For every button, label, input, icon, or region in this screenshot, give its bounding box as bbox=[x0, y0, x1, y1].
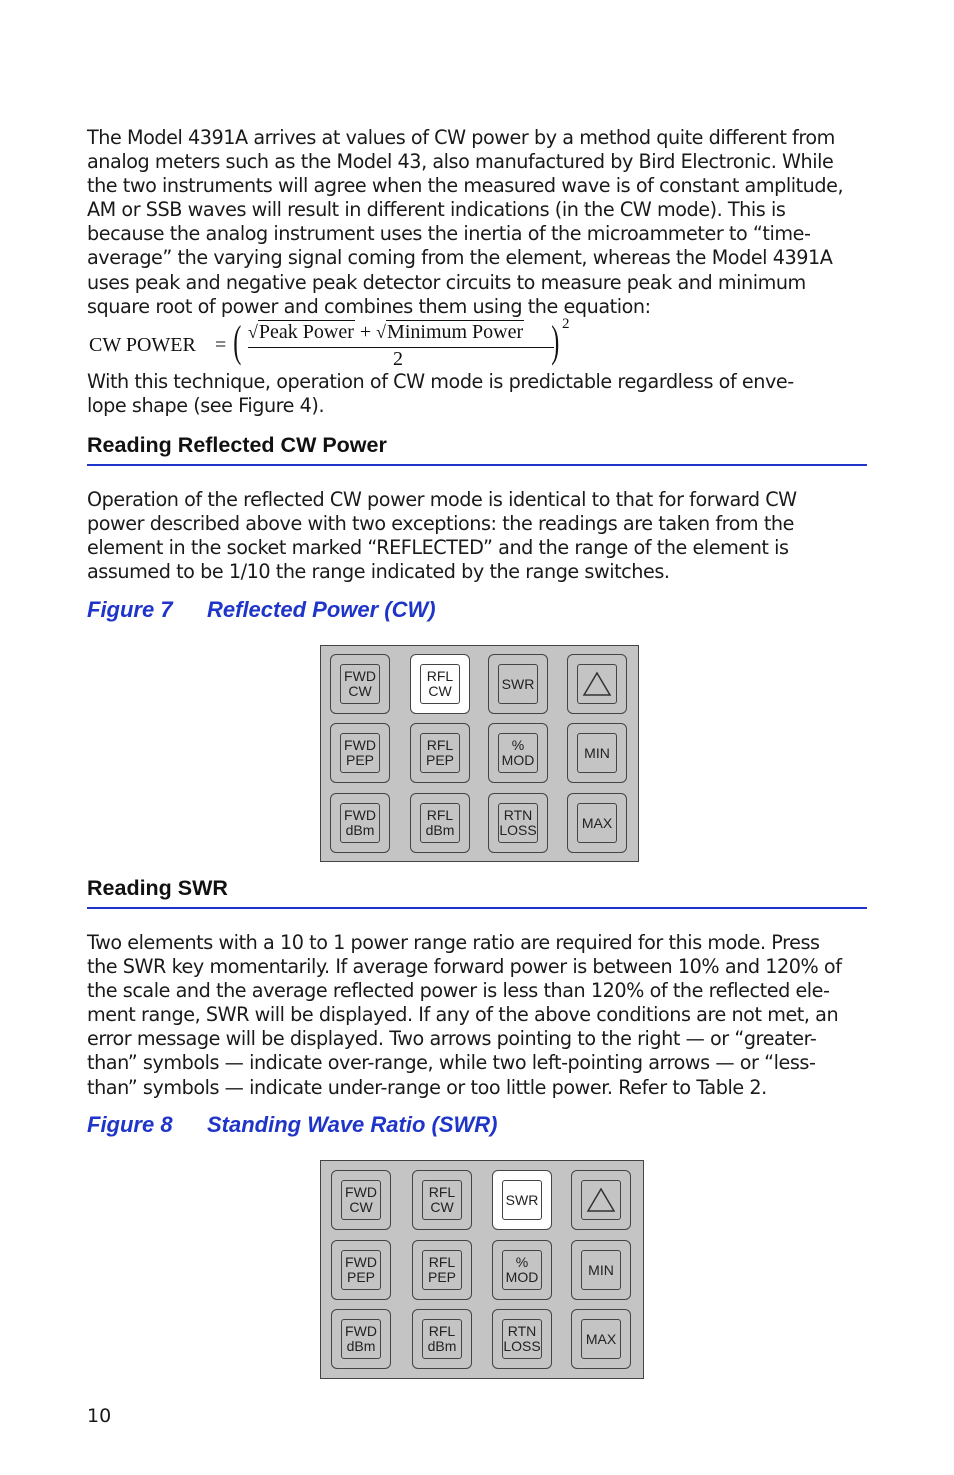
key-face bbox=[422, 1180, 462, 1220]
key-label: CW bbox=[430, 1199, 454, 1215]
text-line: uses peak and negative peak detector circuits to measure peak and minimum bbox=[87, 270, 806, 294]
fwd-cw-key[interactable] bbox=[330, 654, 390, 714]
key-label: CW bbox=[348, 683, 372, 699]
triangle-key[interactable] bbox=[567, 654, 627, 714]
key-label: PEP bbox=[345, 752, 374, 768]
key-face bbox=[422, 1319, 462, 1359]
keypad-figure-8 bbox=[320, 1160, 644, 1379]
key-face bbox=[577, 803, 617, 843]
min-key[interactable] bbox=[571, 1240, 631, 1300]
section-heading-swr: Reading SWR bbox=[87, 876, 228, 900]
keypad-figure-7 bbox=[320, 645, 639, 862]
key-face bbox=[502, 1250, 542, 1290]
key-face bbox=[577, 733, 617, 773]
figure-7-caption bbox=[87, 597, 436, 623]
key-label: RFL bbox=[426, 737, 454, 753]
text-line: assumed to be 1/10 the range indicated by the range switches. bbox=[87, 560, 670, 584]
rfl-dbm-key[interactable] bbox=[410, 793, 470, 853]
equation-denominator: 2 bbox=[393, 348, 403, 370]
equation-term-min: Minimum Power bbox=[387, 321, 524, 343]
figure-number: Figure 8 bbox=[87, 1112, 173, 1137]
rfl-pep-key[interactable] bbox=[410, 723, 470, 783]
key-label: SWR bbox=[501, 675, 535, 692]
-mod-key[interactable] bbox=[488, 723, 548, 783]
after-equation-paragraph bbox=[87, 370, 872, 418]
key-face bbox=[498, 733, 538, 773]
key-face bbox=[422, 1250, 462, 1290]
text-line: power described above with two exceptions: the readings are taken from the bbox=[87, 512, 794, 536]
fwd-dbm-key[interactable] bbox=[330, 793, 390, 853]
cw-power-equation bbox=[88, 318, 608, 374]
key-label: FWD bbox=[345, 1254, 377, 1270]
key-label: FWD bbox=[345, 1323, 377, 1339]
max-key[interactable] bbox=[567, 793, 627, 853]
swr-key[interactable] bbox=[492, 1170, 552, 1230]
key-label: MOD bbox=[501, 752, 535, 768]
key-label: CW bbox=[428, 683, 452, 699]
key-face bbox=[341, 1319, 381, 1359]
equation-term-peak: Peak Power bbox=[258, 321, 354, 343]
rtn-loss-key[interactable] bbox=[488, 793, 548, 853]
key-face bbox=[340, 733, 380, 773]
reflected-cw-paragraph bbox=[87, 488, 872, 584]
key-face bbox=[581, 1180, 621, 1220]
section-heading-reflected-cw: Reading Reflected CW Power bbox=[87, 433, 387, 457]
key-label: FWD bbox=[344, 737, 376, 753]
text-line: ment range, SWR will be displayed. If any of the above conditions are not met, an bbox=[87, 1003, 839, 1027]
key-label: MAX bbox=[581, 814, 613, 831]
key-label: RFL bbox=[428, 1254, 456, 1270]
key-face bbox=[502, 1319, 542, 1359]
key-label: SWR bbox=[505, 1191, 539, 1208]
text-line: analog meters such as the Model 43, also manufactured by Bird Electronic. While bbox=[87, 150, 834, 174]
key-face bbox=[498, 664, 538, 704]
equation-plus: + bbox=[359, 321, 372, 343]
fwd-pep-key[interactable] bbox=[330, 723, 390, 783]
equation-numerator bbox=[248, 320, 524, 344]
key-face bbox=[498, 803, 538, 843]
key-label: RFL bbox=[428, 1184, 456, 1200]
text-line: lope shape (see Figure 4). bbox=[87, 394, 325, 418]
key-face bbox=[581, 1319, 621, 1359]
key-face bbox=[420, 733, 460, 773]
key-label: LOSS bbox=[499, 822, 537, 838]
rfl-dbm-key[interactable] bbox=[412, 1309, 472, 1369]
key-label: RTN bbox=[503, 807, 533, 823]
equation-equals: = bbox=[215, 334, 227, 356]
swr-key[interactable] bbox=[488, 654, 548, 714]
key-label: dBm bbox=[425, 822, 455, 838]
text-line: error message will be displayed. Two arrows pointing to the right — or “greater- bbox=[87, 1027, 817, 1051]
text-line: square root of power and combines them using the equation: bbox=[87, 294, 651, 318]
heading-rule bbox=[87, 907, 867, 909]
key-face bbox=[341, 1250, 381, 1290]
text-line: Operation of the reflected CW power mode is identical to that for forward CW bbox=[87, 488, 797, 511]
key-label: MAX bbox=[585, 1330, 617, 1347]
key-label: MIN bbox=[588, 1261, 614, 1278]
text-line: The Model 4391A arrives at values of CW power by a method quite different from bbox=[87, 126, 835, 149]
key-face bbox=[340, 803, 380, 843]
triangle-key[interactable] bbox=[571, 1170, 631, 1230]
fwd-cw-key[interactable] bbox=[331, 1170, 391, 1230]
figure-number: Figure 7 bbox=[87, 597, 173, 622]
equation-exponent: 2 bbox=[562, 316, 570, 332]
rfl-cw-key[interactable] bbox=[410, 654, 470, 714]
key-face bbox=[340, 664, 380, 704]
key-label: RFL bbox=[428, 1323, 456, 1339]
text-line: than” symbols — indicate over-range, while two left-pointing arrows — or “less- bbox=[87, 1051, 816, 1075]
figure-title: Standing Wave Ratio (SWR) bbox=[207, 1112, 498, 1137]
text-line: because the analog instrument uses the inertia of the microammeter to “time- bbox=[87, 222, 811, 246]
page-number: 10 bbox=[87, 1405, 112, 1427]
key-label: RFL bbox=[426, 668, 454, 684]
rfl-cw-key[interactable] bbox=[412, 1170, 472, 1230]
key-face bbox=[420, 664, 460, 704]
key-label: dBm bbox=[345, 822, 375, 838]
key-label: FWD bbox=[344, 807, 376, 823]
sqrt-icon: √ bbox=[376, 322, 387, 342]
right-paren: ) bbox=[551, 317, 560, 366]
key-face bbox=[420, 803, 460, 843]
text-line: element in the socket marked “REFLECTED” and the range of the element is bbox=[87, 536, 789, 560]
key-label: PEP bbox=[427, 1269, 456, 1285]
key-face bbox=[502, 1180, 542, 1220]
key-face bbox=[577, 664, 617, 704]
up-triangle-icon bbox=[582, 671, 612, 697]
min-key[interactable] bbox=[567, 723, 627, 783]
swr-paragraph bbox=[87, 931, 872, 1100]
max-key[interactable] bbox=[571, 1309, 631, 1369]
text-line: the SWR key momentarily. If average forward power is between 10% and 120% of bbox=[87, 955, 842, 979]
intro-paragraph bbox=[87, 126, 872, 319]
text-line: than” symbols — indicate under-range or too little power. Refer to Table 2. bbox=[87, 1075, 767, 1099]
fwd-pep-key[interactable] bbox=[331, 1240, 391, 1300]
key-label: dBm bbox=[346, 1338, 376, 1354]
text-line: With this technique, operation of CW mode is predictable regardless of enve- bbox=[87, 370, 794, 393]
rtn-loss-key[interactable] bbox=[492, 1309, 552, 1369]
text-line: the scale and the average reflected power is less than 120% of the reflected ele- bbox=[87, 979, 830, 1003]
key-face bbox=[341, 1180, 381, 1220]
key-label: FWD bbox=[344, 668, 376, 684]
figure-title: Reflected Power (CW) bbox=[207, 597, 436, 622]
key-label: MOD bbox=[505, 1269, 539, 1285]
rfl-pep-key[interactable] bbox=[412, 1240, 472, 1300]
key-label: RTN bbox=[507, 1323, 537, 1339]
key-label: dBm bbox=[427, 1338, 457, 1354]
figure-8-caption bbox=[87, 1112, 498, 1138]
key-label: % bbox=[511, 737, 525, 753]
heading-rule bbox=[87, 464, 867, 466]
-mod-key[interactable] bbox=[492, 1240, 552, 1300]
text-line: the two instruments will agree when the measured wave is of constant amplitude, bbox=[87, 174, 844, 198]
left-paren: ( bbox=[233, 317, 242, 366]
text-line: Two elements with a 10 to 1 power range ratio are required for this mode. Press bbox=[87, 931, 820, 954]
text-line: AM or SSB waves will result in different indications (in the CW mode). This is bbox=[87, 198, 786, 222]
equation-lhs: CW POWER bbox=[89, 334, 196, 356]
key-face bbox=[581, 1250, 621, 1290]
key-label: PEP bbox=[346, 1269, 375, 1285]
key-label: FWD bbox=[345, 1184, 377, 1200]
sqrt-icon: √ bbox=[248, 322, 258, 342]
key-label: MIN bbox=[584, 744, 610, 761]
key-label: % bbox=[515, 1254, 529, 1270]
text-line: average” the varying signal coming from the element, whereas the Model 4391A bbox=[87, 246, 833, 270]
fwd-dbm-key[interactable] bbox=[331, 1309, 391, 1369]
up-triangle-icon bbox=[586, 1187, 616, 1213]
key-label: LOSS bbox=[503, 1338, 541, 1354]
key-label: RFL bbox=[426, 807, 454, 823]
key-label: PEP bbox=[425, 752, 454, 768]
key-label: CW bbox=[349, 1199, 373, 1215]
